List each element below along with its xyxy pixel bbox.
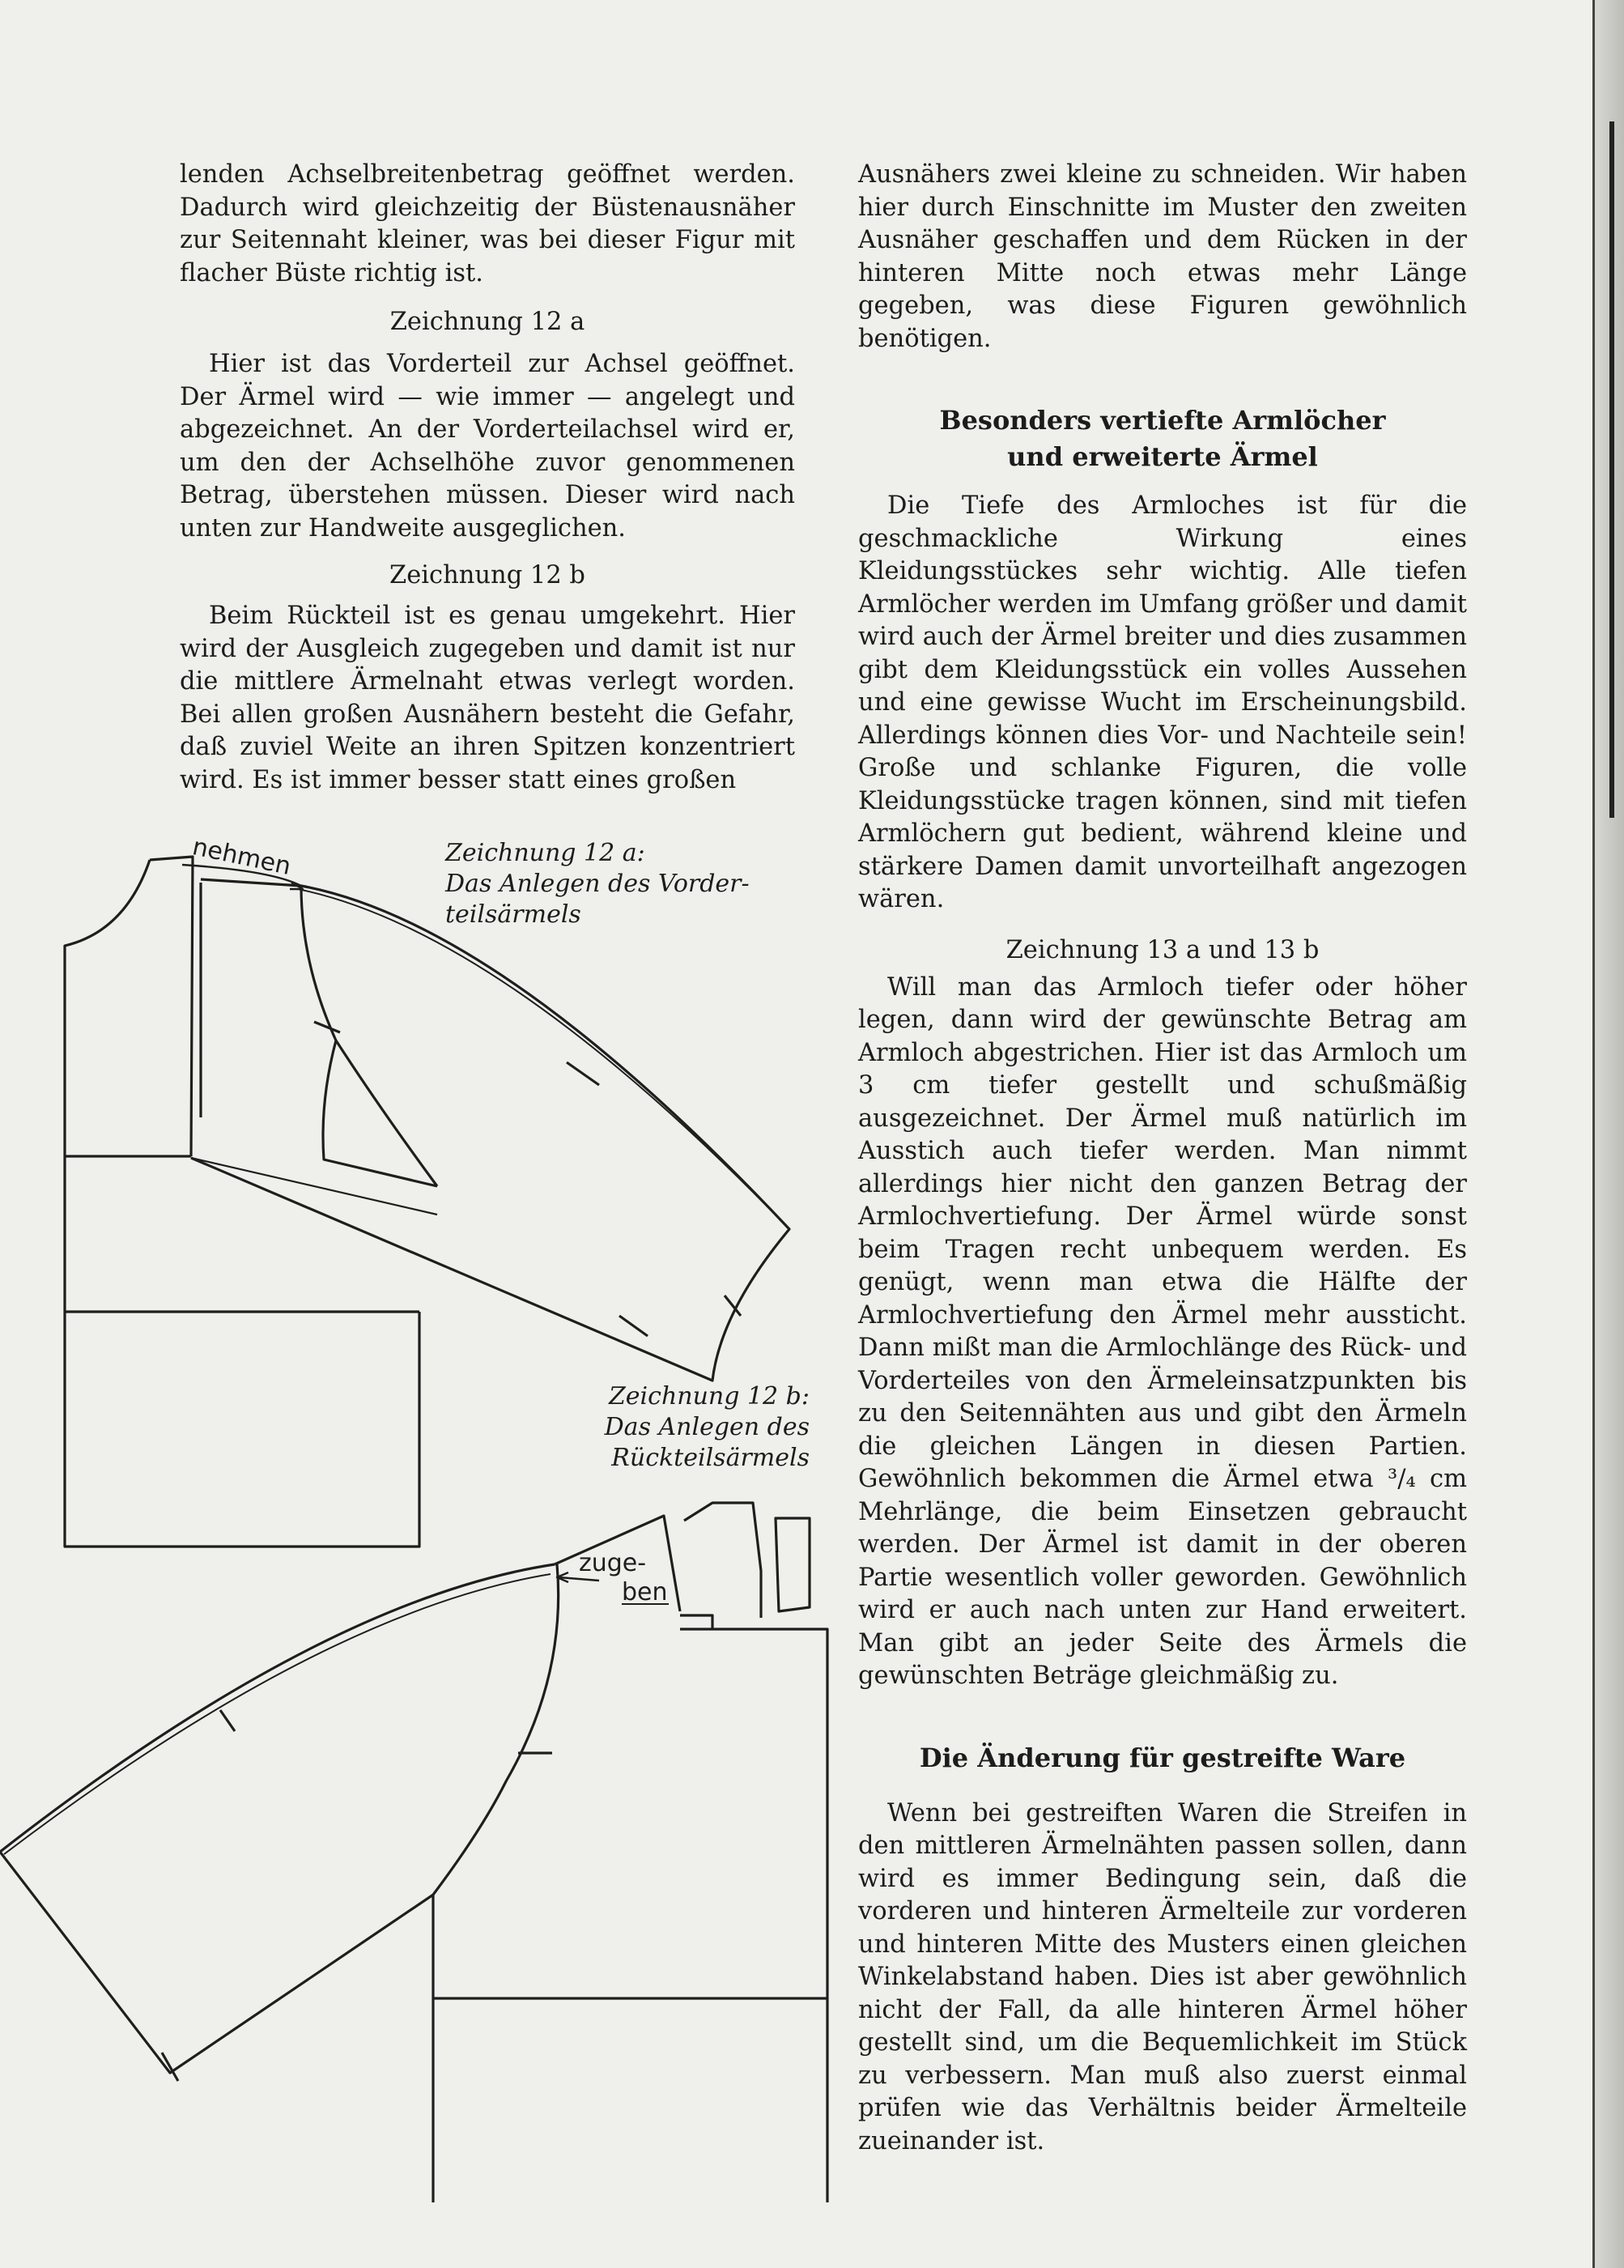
section-title-line: und erweiterte Ärmel bbox=[1007, 441, 1318, 472]
pattern-drawings bbox=[0, 826, 842, 2202]
section-title-line: Besonders vertiefte Armlöcher bbox=[939, 405, 1386, 436]
front-sleeve-outline bbox=[191, 879, 789, 1381]
caption-line: Zeichnung 12 a: bbox=[445, 839, 645, 867]
margin-rule bbox=[1609, 121, 1614, 818]
section-title: Die Änderung für gestreifte Ware bbox=[919, 1742, 1406, 1773]
paragraph: Beim Rückteil ist es genau umgekehrt. Hier wird der Ausgleich zugegeben und damit ist nur die mittlere Ärmelnaht etwas verlegt worden. Bei allen großen Ausnähern besteht die Gefahr, daß zuviel Weite an ihren Spitzen konzentriert wird. Es ist immer besser statt eines großen bbox=[180, 602, 795, 794]
drawing-heading-12a: Zeichnung 12 a bbox=[389, 308, 585, 336]
back-bodice-outline bbox=[433, 1503, 827, 2202]
drawing-heading-13: Zeichnung 13 a und 13 b bbox=[1005, 935, 1320, 964]
caption-line: Das Anlegen des Vorder- bbox=[445, 870, 750, 898]
caption-line: Rückteilsärmels bbox=[611, 1444, 810, 1472]
annotation-text: nehmen bbox=[189, 832, 294, 882]
section-title bbox=[858, 402, 1467, 475]
annotation-text: ben bbox=[622, 1578, 668, 1606]
caption-line: teilsärmels bbox=[445, 900, 581, 929]
paragraph: Die Tiefe des Armloches ist für die geschmackliche Wirkung eines Kleidungsstückes sehr wichtig. Alle tiefen Armlöcher werden im Umfang größer und damit wird auch der Ärmel breiter und dies zusammen gibt dem Kleidungsstück ein volles Aussehen und eine gewisse Wucht im Erscheinungsbild. Allerdings können dies Vor- und Nachteile sein! Große und schlanke Figuren, die volle Kleidungsstücke tragen können, sind mit tiefen Armlöchern gut bedient, während kleine und stärkere Damen damit unvorteilhaft angezogen wären. bbox=[858, 491, 1467, 913]
paragraph: Wenn bei gestreiften Waren die Streifen in den mittleren Ärmelnähten passen sollen, dann wird es immer Bedingung sein, daß die vorderen und hinteren Ärmelteile zur vorderen und hinteren Mitte des Musters einen gleichen Winkelabstand haben. Dies ist aber gewöhnlich nicht der Fall, da alle hinteren Ärmel höher gestellt sind, um die Bequemlichkeit im Stück zu verbessern. Man muß also zuerst einmal prüfen wie das Verhältnis beider Ärmelteile zueinander ist. bbox=[858, 1798, 1467, 2155]
annotation-zugegeben bbox=[579, 1549, 669, 1606]
paragraph: Ausnähers zwei kleine zu schneiden. Wir haben hier durch Einschnitte im Muster den zweiten Ausnäher geschaffen und dem Rücken in der hinteren Mitte noch etwas mehr Länge gegeben, was diese Figuren gewöhnlich benötigen. bbox=[858, 160, 1467, 353]
paragraph: lenden Achselbreitenbetrag geöffnet werden. Dadurch wird gleichzeitig der Büstenausnäher zur Seitennaht kleiner, was bei dieser Figur mit flacher Büste richtig ist. bbox=[180, 160, 795, 287]
back-sleeve-outline bbox=[0, 1516, 680, 2081]
page-edge bbox=[1592, 0, 1624, 2268]
left-column bbox=[180, 159, 795, 797]
drawing-heading-12b: Zeichnung 12 b bbox=[389, 561, 585, 589]
right-column bbox=[858, 159, 1467, 2158]
annotation-nehmen bbox=[190, 832, 294, 881]
paragraph: Will man das Armloch tiefer oder höher legen, dann wird der gewünschte Betrag am Armloch abgestrichen. Hier ist das Armloch um 3 cm tiefer gestellt und schußmäßig ausgezeichnet. Der Ärmel muß natürlich im Ausstich auch tiefer werden. Man nimmt allerdings hier nicht den ganzen Betrag der Armlochvertiefung. Der Ärmel würde sonst beim Tragen recht unbequem werden. Es genügt, wenn man etwa die Hälfte der Armlochvertiefung den Ärmel mehr aussticht. Dann mißt man die Armlochlänge des Rück- und Vorderteiles von den Ärmeleinsatzpunkten bis zu den Seitennähten aus und gibt den Ärmeln die gleichen Längen in diesen Partien. Gewöhnlich bekommen die Ärmel etwa ³/₄ cm Mehrlänge, die beim Einsetzen gebraucht werden. Der Ärmel ist damit in der oberen Partie wesentlich voller geworden. Gewöhnlich wird er auch nach unten zur Hand erweitert. Man gibt an jeder Seite des Ärmels die gewünschten Beträge gleichmäßig zu. bbox=[858, 972, 1467, 1690]
caption-line: Das Anlegen des bbox=[604, 1413, 810, 1441]
annotation-text: zuge- bbox=[579, 1549, 647, 1577]
caption-line: Zeichnung 12 b: bbox=[608, 1382, 810, 1411]
front-bodice-outline bbox=[65, 857, 419, 1547]
paragraph: Hier ist das Vorderteil zur Achsel geöffnet. Der Ärmel wird — wie immer — angelegt und abgezeichnet. An der Vorderteilachsel wird er, um den der Achselhöhe zuvor genommenen Betrag, überstehen müssen. Dieser wird nach unten zur Handweite ausgeglichen. bbox=[180, 350, 795, 543]
